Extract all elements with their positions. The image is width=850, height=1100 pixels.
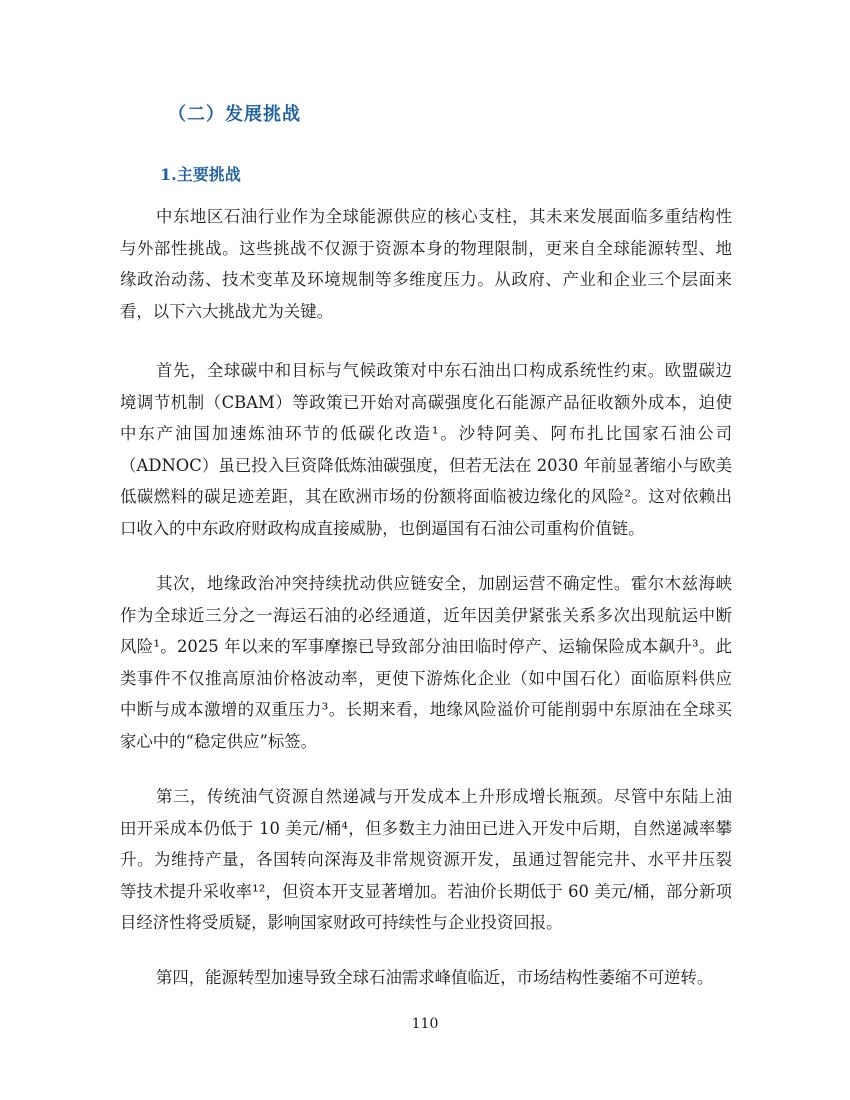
paragraph-line: 升。为维持产量，各国转向深海及非常规资源开发，虽通过智能完井、水平井压裂 bbox=[120, 850, 732, 869]
paragraph-line: 缘政治动荡、技术变革及环境规制等多维度压力。从政府、产业和企业三个层面来 bbox=[120, 270, 732, 289]
paragraph-line: 首先，全球碳中和目标与气候政策对中东石油出口构成系统性约束。欧盟碳边 bbox=[156, 361, 732, 380]
paragraph-line: 第三，传统油气资源自然递减与开发成本上升形成增长瓶颈。尽管中东陆上油 bbox=[156, 787, 732, 806]
paragraph-line: 中东产油国加速炼油环节的低碳化改造¹。沙特阿美、阿布扎比国家石油公司 bbox=[120, 424, 732, 443]
paragraph-fourth-challenge bbox=[120, 962, 732, 994]
paragraph-third-challenge bbox=[120, 781, 732, 939]
paragraph-line: 第四，能源转型加速导致全球石油需求峰值临近，市场结构性萎缩不可逆转。 bbox=[156, 968, 714, 987]
paragraph-line: 口收入的中东政府财政构成直接威胁，也倒逼国有石油公司重构价值链。 bbox=[120, 518, 645, 538]
paragraph-line: 目经济性将受质疑，影响国家财政可持续性与企业投资回报。 bbox=[120, 913, 563, 932]
page-number: 110 bbox=[411, 1016, 439, 1032]
sub-title: 1.主要挑战 bbox=[160, 165, 241, 184]
paragraph-line: 等技术提升采收率¹²，但资本开支显著增加。若油价长期低于 60 美元/桶，部分新项 bbox=[120, 881, 732, 901]
paragraph-line: 作为全球近三分之一海运石油的必经通道，近年因美伊紧张关系多次出现航运中断 bbox=[120, 605, 732, 625]
paragraph-line: 风险¹。2025 年以来的军事摩擦已导致部分油田临时停产、运输保险成本飙升³。此 bbox=[120, 637, 732, 656]
paragraph-second-challenge bbox=[120, 568, 732, 757]
paragraph-line: 其次，地缘政治冲突持续扰动供应链安全，加剧运营不确定性。霍尔木兹海峡 bbox=[156, 574, 732, 593]
section-title: （二）发展挑战 bbox=[168, 104, 301, 125]
paragraph-first-challenge bbox=[120, 355, 732, 544]
paragraph-line: （ADNOC）虽已投入巨资降低炼油碳强度，但若无法在 2030 年前显著缩小与欧美 bbox=[120, 455, 732, 475]
paragraph-line: 低碳燃料的碳足迹差距，其在欧洲市场的份额将面临被边缘化的风险²。这对依赖出 bbox=[120, 487, 732, 506]
paragraph-line: 家心中的“稳定供应”标签。 bbox=[120, 731, 318, 751]
paragraph-intro bbox=[120, 201, 732, 327]
paragraph-line: 境调节机制（CBAM）等政策已开始对高碳强度化石能源产品征收额外成本，迫使 bbox=[120, 392, 732, 412]
paragraph-line: 类事件不仅推高原油价格波动率，更使下游炼化企业（如中国石化）面临原料供应 bbox=[120, 668, 732, 688]
paragraph-line: 中断与成本激增的双重压力³。长期来看，地缘风险溢价可能削弱中东原油在全球买 bbox=[120, 700, 732, 719]
paragraph-line: 与外部性挑战。这些挑战不仅源于资源本身的物理限制，更来自全球能源转型、地 bbox=[120, 238, 732, 258]
paragraph-line: 看，以下六大挑战尤为关键。 bbox=[120, 301, 334, 321]
paragraph-line: 中东地区石油行业作为全球能源供应的核心支柱，其未来发展面临多重结构性 bbox=[156, 207, 732, 226]
paragraph-line: 田开采成本仍低于 10 美元/桶⁴，但多数主力油田已进入开发中后期，自然递减率攀 bbox=[120, 818, 732, 838]
